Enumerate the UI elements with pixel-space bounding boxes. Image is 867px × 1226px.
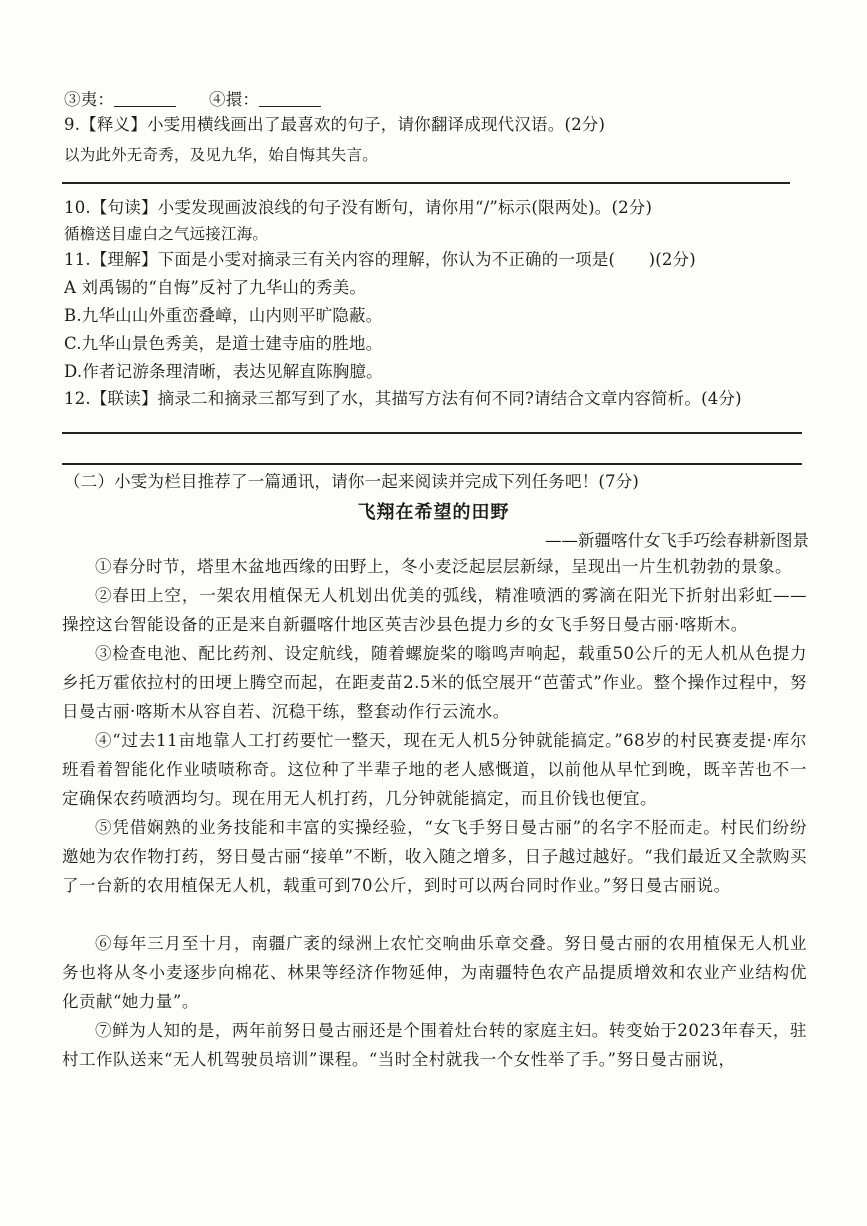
article-paragraph-7: ⑦鲜为人知的是，两年前努日曼古丽还是个围着灶台转的家庭主妇。转变始于2023年春天，驻村工作队送来“无人机驾驶员培训”课程。“当时全村就我一个女性举了手。”努日曼古丽说， [62, 1021, 807, 1069]
article-paragraph-3: ③检查电池、配比药剂、设定航线，随着螺旋桨的嗡鸣声响起，载重50公斤的无人机从色提力乡托万霍依拉村的田埂上腾空而起，在距麦苗2.5米的低空展开“芭蕾式”作业。整个操作过程中，努日曼古丽·喀斯木从容自若、沉稳干练，整套动作行云流水。 [62, 644, 807, 721]
article-subtitle: ——新疆喀什女飞手巧绘春耕新图景 [545, 531, 809, 550]
q10-text: 10.【句读】小雯发现画波浪线的句子没有断句，请你用“/”标示(限两处)。(2分) [64, 198, 653, 217]
q12-answer-line-1[interactable] [62, 432, 802, 434]
q11-text: 11.【理解】下面是小雯对摘录三有关内容的理解，你认为不正确的一项是( )(2分) [64, 250, 696, 269]
q9-text: 9.【释义】小雯用横线画出了最喜欢的句子，请你翻译成现代汉语。(2分) [64, 115, 606, 134]
q10-sentence[interactable]: 循檐送目虚白之气远接江海。 [64, 225, 269, 243]
article-title: 飞翔在希望的田野 [357, 502, 510, 523]
q11-option-a: A 刘禹锡的“自悔”反衬了九华山的秀美。 [64, 278, 367, 297]
item3-answer-blank[interactable] [114, 90, 176, 107]
article-paragraph-4: ④“过去11亩地靠人工打药要忙一整天，现在无人机5分钟就能搞定。”68岁的村民赛麦提·库尔班看着智能化作业啧啧称奇。这位种了半辈子地的老人感慨道，以前他从早忙到晚，既辛苦也不一定确保农药喷洒均匀。现在用无人机打药，几分钟就能搞定，而且价钱也便宜。 [62, 731, 807, 808]
q11-option-b: B.九华山山外重峦叠嶂，山内则平旷隐蔽。 [64, 306, 383, 325]
article-paragraph-2: ②春田上空，一架农用植保无人机划出优美的弧线，精准喷洒的雾滴在阳光下折射出彩虹——操控这台智能设备的正是来自新疆喀什地区英吉沙县色提力乡的女飞手努日曼古丽·喀斯木。 [62, 586, 807, 634]
q11-option-d: D.作者记游条理清晰，表达见解直陈胸臆。 [64, 362, 383, 381]
item4-label: ④擐： [209, 90, 260, 109]
article-paragraph-5: ⑤凭借娴熟的业务技能和丰富的实操经验，“女飞手努日曼古丽”的名字不胫而走。村民们纷纷邀她为农作物打药，努日曼古丽“接单”不断，收入随之增多，日子越过越好。“我们最近又全款购买了一台新的农用植保无人机，载重可到70公斤，到时可以两台同时作业。”努日曼古丽说。 [62, 818, 807, 895]
q12-text: 12.【联读】摘录二和摘录三都写到了水，其描写方法有何不同?请结合文章内容简析。(4分) [64, 389, 742, 408]
item4-answer-blank[interactable] [259, 90, 321, 107]
vocab-blanks-line [64, 88, 321, 112]
q12-answer-line-2[interactable] [62, 463, 802, 465]
q11-option-c: C.九华山景色秀美，是道士建寺庙的胜地。 [64, 334, 383, 353]
section2-intro: （二）小雯为栏目推荐了一篇通讯，请你一起来阅读并完成下列任务吧！(7分) [64, 472, 640, 491]
item3-label: ③夷： [64, 90, 115, 109]
q9-answer-line[interactable] [62, 182, 790, 184]
article-paragraph-1: ①春分时节，塔里木盆地西缘的田野上，冬小麦泛起层层新绿，呈现出一片生机勃勃的景象。 [95, 557, 792, 576]
q9-sentence: 以为此外无奇秀，及见九华，始自悔其失言。 [64, 146, 379, 164]
article-paragraph-6: ⑥每年三月至十月，南疆广袤的绿洲上农忙交响曲乐章交叠。努日曼古丽的农用植保无人机业务也将从冬小麦逐步向棉花、林果等经济作物延伸，为南疆特色农产品提质增效和农业产业结构优化贡献“她力量”。 [62, 934, 807, 1011]
